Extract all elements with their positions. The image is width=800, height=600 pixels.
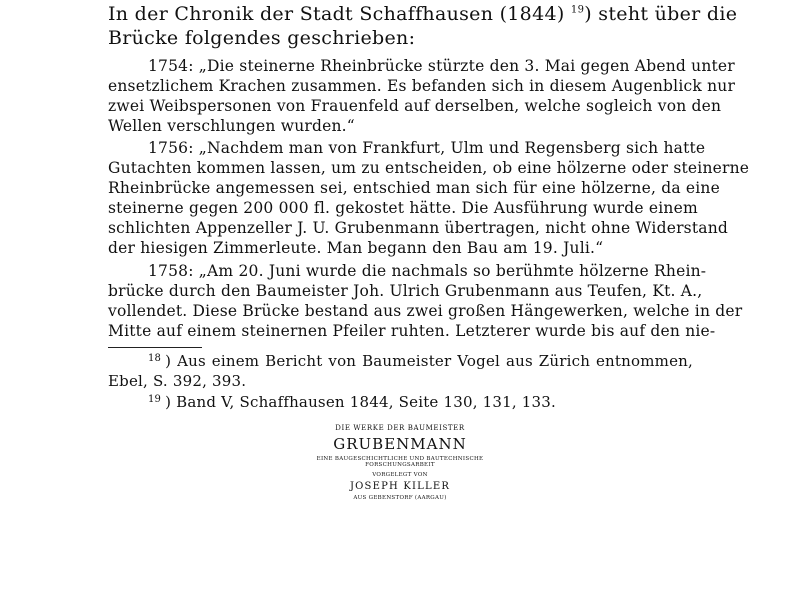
footnote-ref-19[interactable]: 19: [570, 4, 585, 16]
paragraph-1758-line: 1758: „Am 20. Juni wurde die nachmals so berühmte hölzerne Rhein-: [148, 262, 707, 280]
paragraph-1758-line: brücke durch den Baumeister Joh. Ulrich Grubenmann aus Teufen, Kt. A.,: [108, 282, 703, 300]
paragraph-1758-line: Mitte auf einem steinernen Pfeiler ruhten. Letzterer wurde bis auf den nie-: [108, 322, 716, 340]
footnote-18-continuation: Ebel, S. 392, 393.: [108, 372, 247, 390]
imprint-author: JOSEPH KILLER: [349, 481, 451, 492]
imprint-subtitle-2: FORSCHUNGSARBEIT: [365, 462, 435, 468]
paragraph-1756-line: 1756: „Nachdem man von Frankfurt, Ulm und Regensberg sich hatte: [148, 139, 706, 157]
paragraph-1756-line: Gutachten kommen lassen, um zu entscheiden, ob eine hölzerne oder steinerne: [108, 159, 750, 177]
imprint-title: GRUBENMANN: [333, 435, 467, 453]
paragraph-1754-line: 1754: „Die steinerne Rheinbrücke stürzte den 3. Mai gegen Abend unter: [148, 57, 735, 75]
paragraph-1758-line: vollendet. Diese Brücke bestand aus zwei großen Hängewerken, welche in der: [108, 302, 743, 320]
footnote-number: 18: [148, 353, 162, 364]
intro-line-2: Brücke folgendes geschrieben:: [108, 27, 416, 49]
footnote-divider: [108, 347, 202, 348]
paragraph-1756-line: steinerne gegen 200 000 fl. gekostet hätte. Die Ausführung wurde einem: [108, 199, 698, 217]
paragraph-1754-line: ensetzlichem Krachen zusammen. Es befanden sich in diesem Augenblick nur: [108, 77, 736, 95]
paragraph-1756-line: schlichten Appenzeller J. U. Grubenmann übertragen, nicht ohne Widerstand: [108, 219, 729, 237]
paragraph-1754-line: Wellen verschlungen wurden.“: [108, 117, 355, 135]
footnote-18: $^{18}$ ) Aus einem Bericht von Baumeister Vogel aus Zürich entnommen,: [148, 352, 693, 370]
paragraph-1756-line: der hiesigen Zimmerleute. Man begann den Bau am 19. Juli.“: [108, 239, 604, 257]
footnote-19: $^{19}$ ) Band V, Schaffhausen 1844, Seite 130, 131, 133.: [148, 393, 557, 411]
imprint-series: DIE WERKE DER BAUMEISTER: [335, 424, 465, 432]
imprint-presented-by: VORGELEGT VON: [372, 472, 428, 478]
intro-line-1: In der Chronik der Stadt Schaffhausen (1844) $^{19}$) steht über die: [108, 3, 738, 25]
paragraph-1756-line: Rheinbrücke angemessen sei, entschied man sich für eine hölzerne, da eine: [108, 179, 720, 197]
paragraph-1754-line: zwei Weibspersonen von Frauenfeld auf derselben, welche sogleich von den: [108, 97, 722, 115]
imprint-subtitle-1: EINE BAUGESCHICHTLICHE UND BAUTECHNISCHE: [316, 456, 484, 462]
footnote-number: 19: [148, 394, 162, 405]
imprint-origin: AUS GEBENSTORF (AARGAU): [353, 495, 447, 501]
